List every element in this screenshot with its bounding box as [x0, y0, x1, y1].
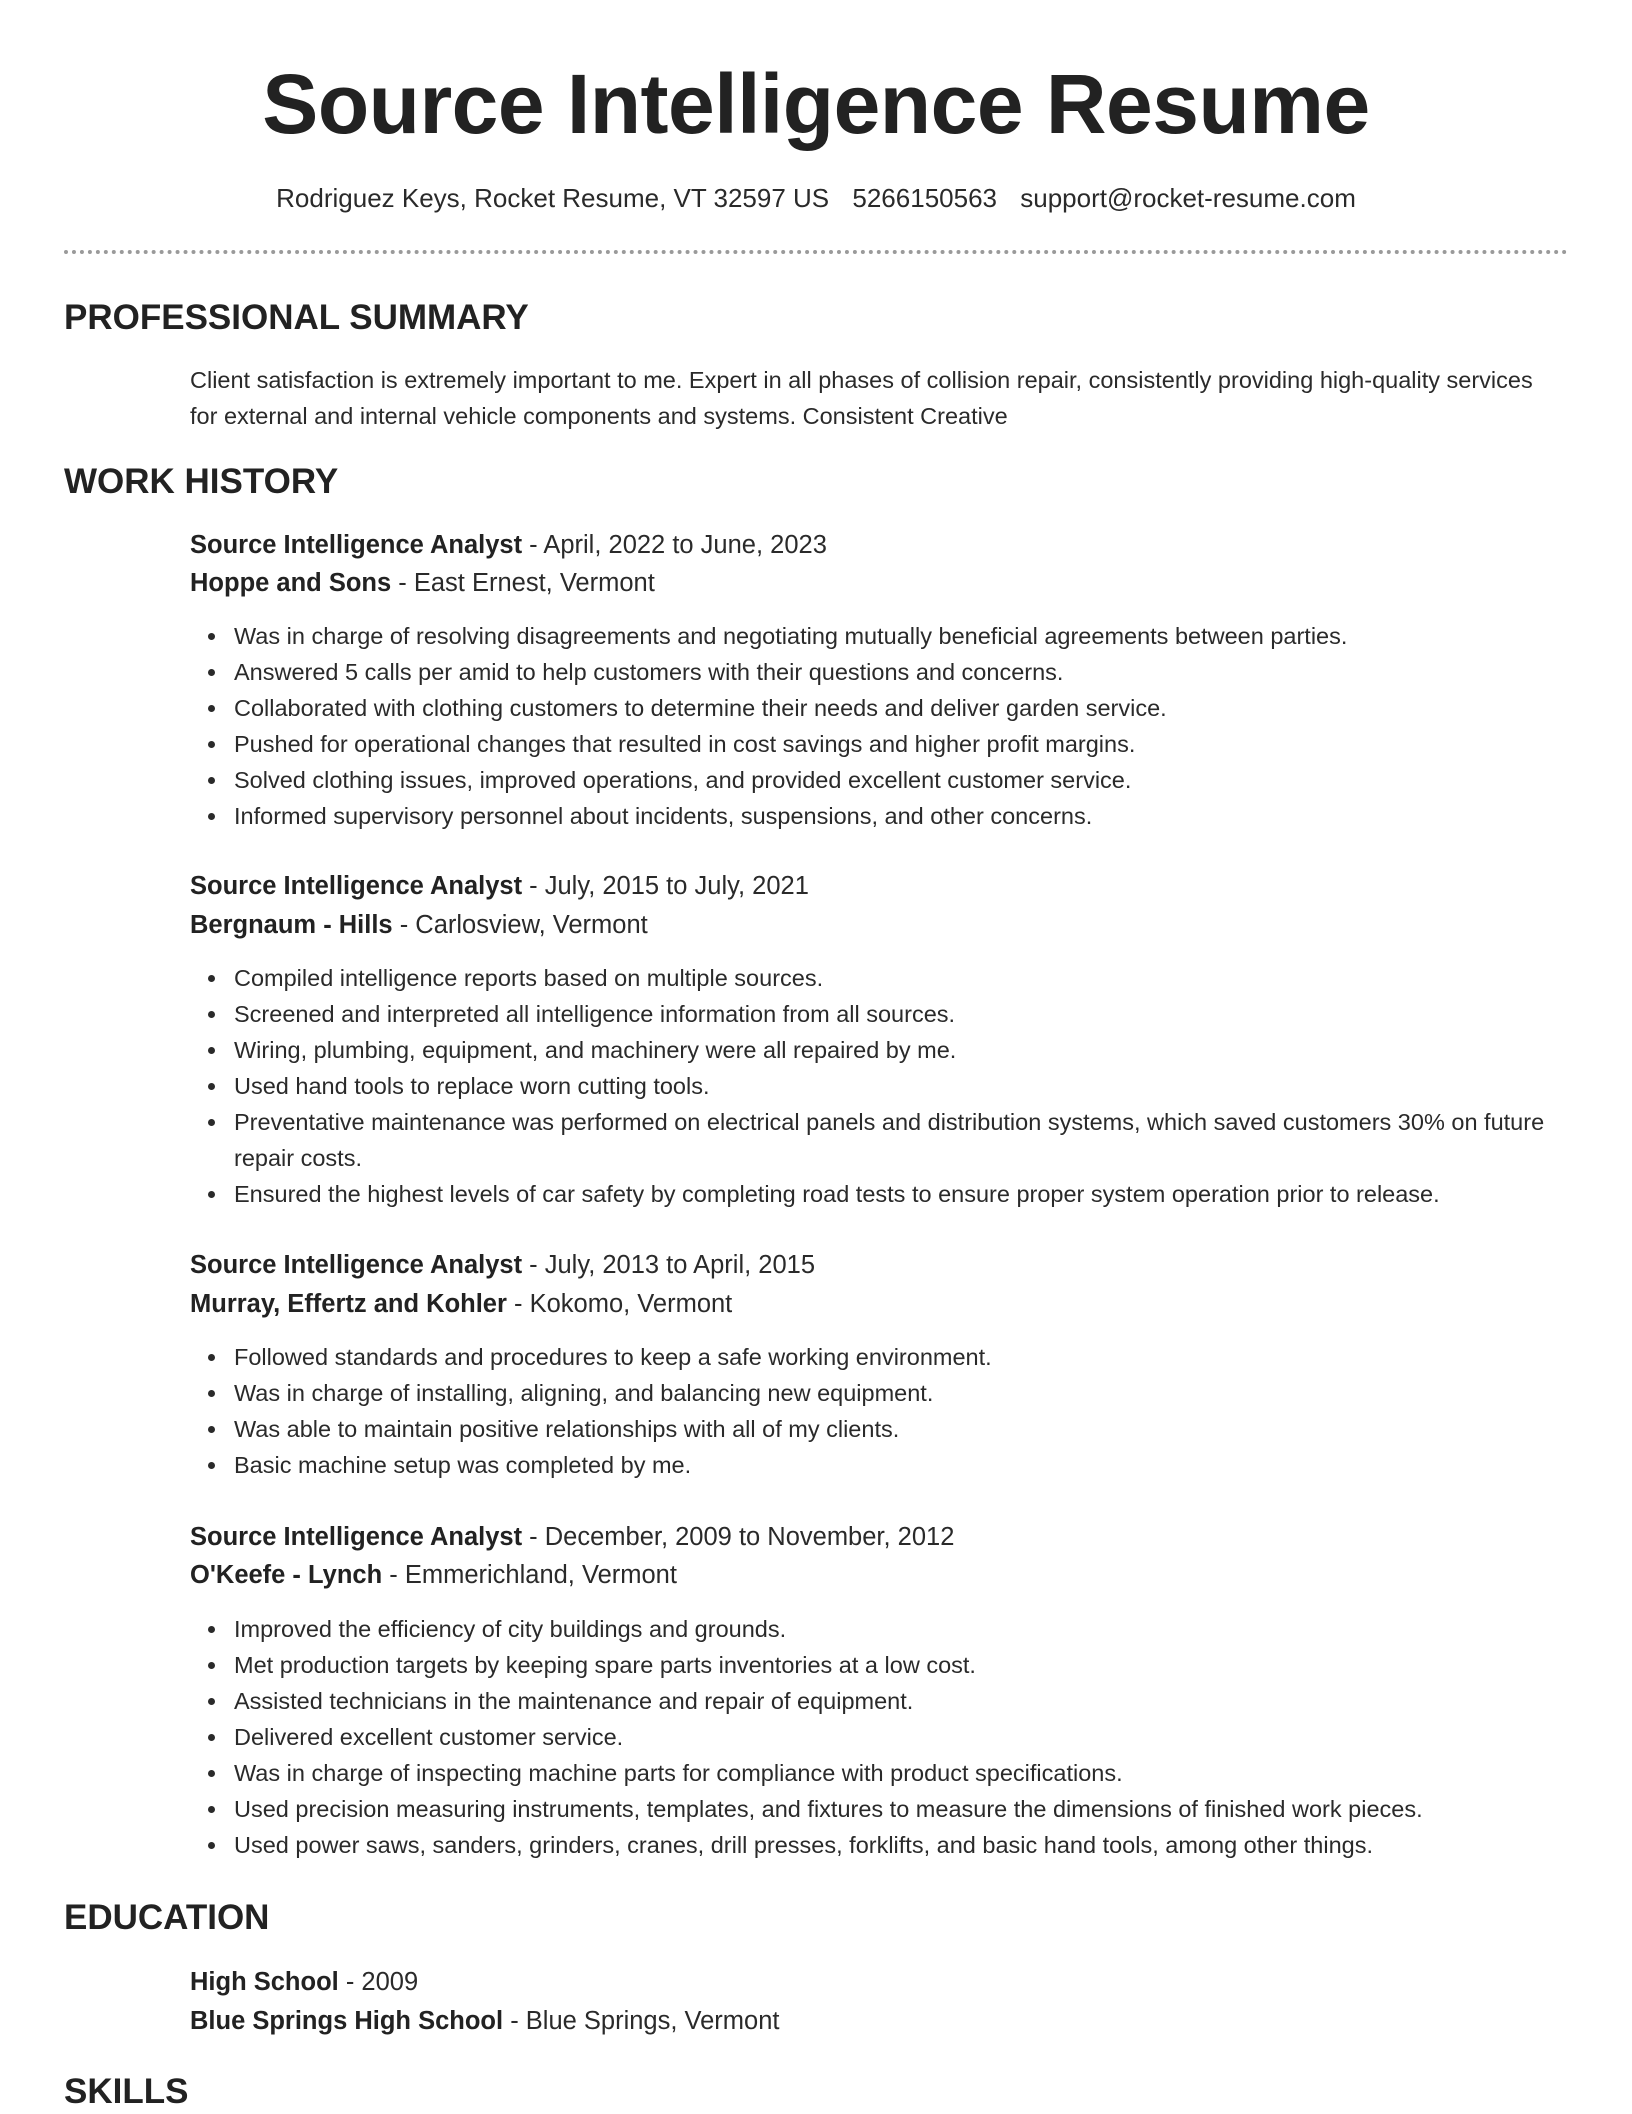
job-1-location: - East Ernest, Vermont — [391, 569, 655, 597]
section-title-skills: SKILLS — [64, 2072, 189, 2111]
section-title-summary: PROFESSIONAL SUMMARY — [64, 298, 529, 337]
education-location: - Blue Springs, Vermont — [503, 2007, 780, 2035]
job-3-company-line — [190, 1285, 1565, 1323]
job-1-role: Source Intelligence Analyst — [190, 531, 523, 559]
resume-title: Source Intelligence Resume — [262, 57, 1370, 151]
job-1-company: Hoppe and Sons — [190, 569, 392, 597]
section-title-work-history: WORK HISTORY — [64, 462, 339, 501]
job-3-company: Murray, Effertz and Kohler — [190, 1290, 507, 1318]
job-3-dates: - July, 2013 to April, 2015 — [522, 1251, 816, 1279]
list-item: Solved clothing issues, improved operations, and provided excellent customer service. — [234, 762, 1609, 798]
contact-line — [0, 180, 1632, 216]
list-item: Informed supervisory personnel about incidents, suspensions, and other concerns. — [234, 798, 1609, 834]
job-2-dates: - July, 2015 to July, 2021 — [522, 872, 809, 900]
list-item: Answered 5 calls per amid to help customers with their questions and concerns. — [234, 654, 1609, 690]
list-item: Assisted technicians in the maintenance and repair of equipment. — [234, 1683, 1609, 1719]
job-4-bullets — [190, 1611, 1609, 1863]
summary-text: Client satisfaction is extremely important to me. Expert in all phases of collision repair, consistently providing high-quality services for external and internal vehicle components and systems. Consistent Creative — [190, 367, 1533, 429]
education-year: - 2009 — [338, 1968, 419, 1996]
list-item: Was able to maintain positive relationships with all of my clients. — [234, 1411, 1609, 1447]
job-2-bullets — [190, 960, 1609, 1212]
list-item: Ensured the highest levels of car safety by completing road tests to ensure proper system operation prior to release. — [234, 1176, 1609, 1212]
header-divider — [64, 250, 1568, 254]
list-item: Was in charge of installing, aligning, and balancing new equipment. — [234, 1375, 1609, 1411]
education-degree: High School — [190, 1968, 339, 1996]
job-4-company-line — [190, 1556, 1565, 1594]
list-item: Was in charge of inspecting machine parts for compliance with product specifications. — [234, 1755, 1609, 1791]
list-item: Pushed for operational changes that resulted in cost savings and higher profit margins. — [234, 726, 1609, 762]
list-item: Wiring, plumbing, equipment, and machinery were all repaired by me. — [234, 1032, 1609, 1068]
list-item: Improved the efficiency of city buildings and grounds. — [234, 1611, 1609, 1647]
job-2-company-line — [190, 906, 1565, 944]
list-item: Was in charge of resolving disagreements and negotiating mutually beneficial agreements between parties. — [234, 618, 1609, 654]
job-1-bullets — [190, 618, 1609, 834]
job-4-role: Source Intelligence Analyst — [190, 1523, 523, 1551]
section-title-education: EDUCATION — [64, 1898, 270, 1937]
job-3-bullets — [190, 1339, 1609, 1483]
job-3-location: - Kokomo, Vermont — [506, 1290, 733, 1318]
list-item: Used power saws, sanders, grinders, cranes, drill presses, forklifts, and basic hand tools, among other things. — [234, 1827, 1609, 1863]
contact-email: support@rocket-resume.com — [1020, 183, 1356, 213]
job-3-role: Source Intelligence Analyst — [190, 1251, 523, 1279]
education-school-line — [190, 2002, 1565, 2040]
list-item: Followed standards and procedures to keep a safe working environment. — [234, 1339, 1609, 1375]
job-2-title-line — [190, 867, 1565, 905]
list-item: Preventative maintenance was performed on electrical panels and distribution systems, which saved customers 30% on future repair costs. — [234, 1104, 1609, 1176]
job-2-company: Bergnaum - Hills — [190, 911, 393, 939]
job-1-title-line — [190, 526, 1565, 564]
job-1-company-line — [190, 564, 1565, 602]
list-item: Delivered excellent customer service. — [234, 1719, 1609, 1755]
list-item: Used hand tools to replace worn cutting tools. — [234, 1068, 1609, 1104]
list-item: Used precision measuring instruments, templates, and fixtures to measure the dimensions of finished work pieces. — [234, 1791, 1609, 1827]
contact-address: Rodriguez Keys, Rocket Resume, VT 32597 US — [276, 183, 830, 213]
job-2-location: - Carlosview, Vermont — [392, 911, 648, 939]
list-item: Collaborated with clothing customers to determine their needs and deliver garden service. — [234, 690, 1609, 726]
job-2-role: Source Intelligence Analyst — [190, 872, 523, 900]
job-4-title-line — [190, 1518, 1565, 1556]
job-4-company: O'Keefe - Lynch — [190, 1561, 383, 1589]
job-4-location: - Emmerichland, Vermont — [382, 1561, 677, 1589]
job-4-dates: - December, 2009 to November, 2012 — [522, 1523, 955, 1551]
job-3-title-line — [190, 1246, 1565, 1284]
education-school: Blue Springs High School — [190, 2007, 504, 2035]
job-1-dates: - April, 2022 to June, 2023 — [522, 531, 827, 559]
list-item: Basic machine setup was completed by me. — [234, 1447, 1609, 1483]
list-item: Compiled intelligence reports based on multiple sources. — [234, 960, 1609, 996]
education-degree-line — [190, 1963, 1565, 2001]
list-item: Met production targets by keeping spare parts inventories at a low cost. — [234, 1647, 1609, 1683]
contact-phone: 5266150563 — [852, 183, 997, 213]
list-item: Screened and interpreted all intelligence information from all sources. — [234, 996, 1609, 1032]
